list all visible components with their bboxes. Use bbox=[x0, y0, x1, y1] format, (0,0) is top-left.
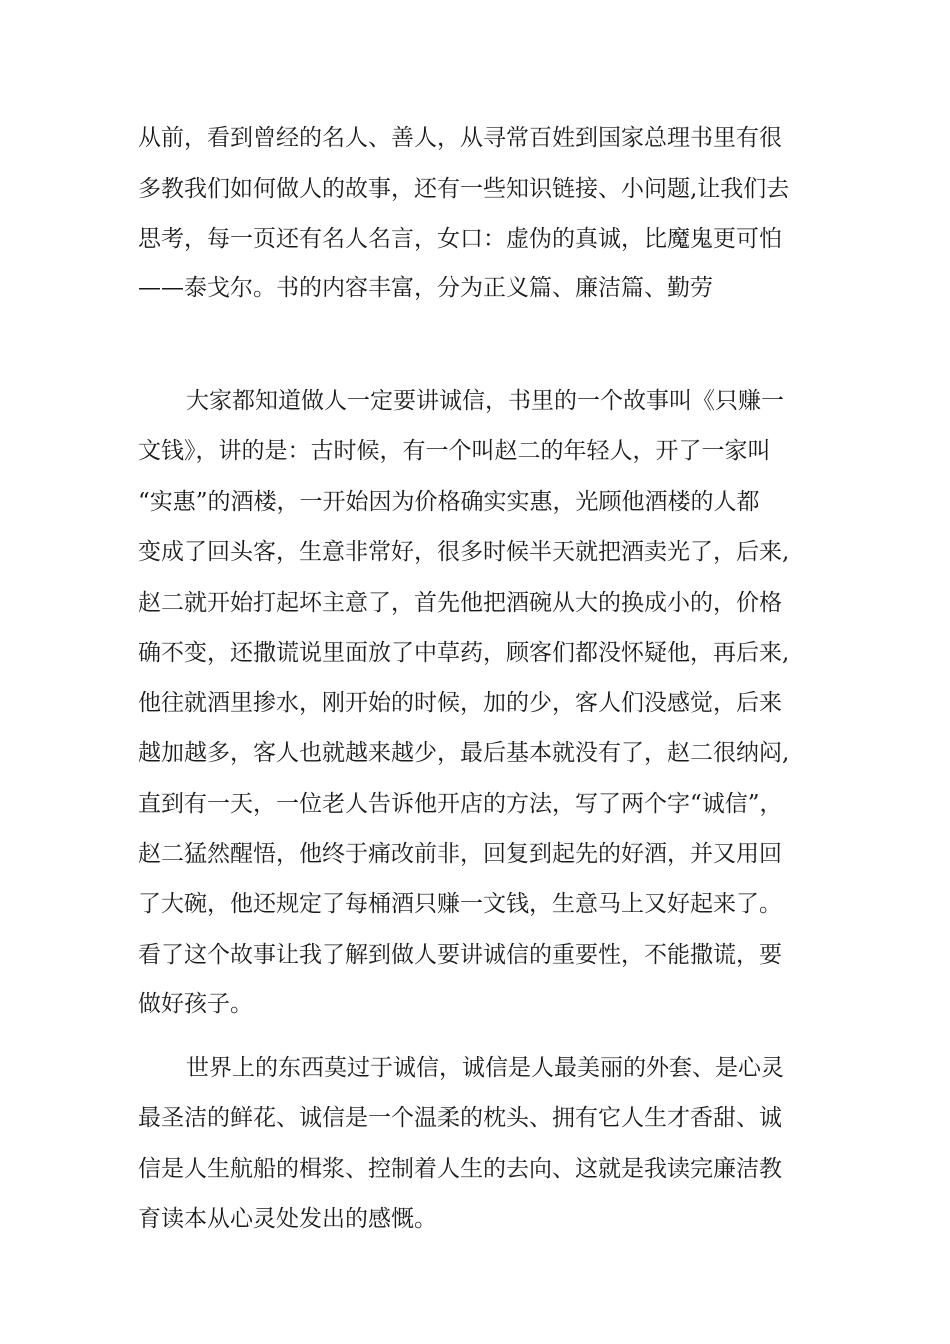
paragraph-2-line-13: 做好孩子。 bbox=[138, 991, 253, 1017]
paragraph-2-line-5: 赵二就开始打起坏主意了，首先他把酒碗从大的换成小的，价格 bbox=[138, 590, 782, 616]
paragraph-1-line-3: 思考，每一页还有名人名言，女口：虚伪的真诚，比魔鬼更可怕 bbox=[138, 226, 782, 252]
paragraph-2-line-7: 他往就酒里掺水，刚开始的时候，加的少，客人们没感觉，后来 bbox=[138, 690, 782, 716]
paragraph-2-line-9: 直到有一天，一位老人告诉他开店的方法，写了两个字“诚信”， bbox=[138, 791, 783, 817]
paragraph-3-line-3: 信是人生航船的楫浆、控制着人生的去向、这就是我读完廉洁教 bbox=[138, 1156, 782, 1182]
paragraph-2-line-1: 大家都知道做人一定要讲诚信，书里的一个故事叫《只赚一 bbox=[186, 388, 784, 414]
paragraph-2-line-3: “实惠”的酒楼，一开始因为价格确实实惠，光顾他酒楼的人都 bbox=[138, 489, 760, 515]
paragraph-2-line-10: 赵二猛然醒悟，他终于痛改前非，回复到起先的好酒，并又用回 bbox=[138, 841, 782, 867]
paragraph-2-line-2: 文钱》，讲的是：古时候，有一个叫赵二的年轻人，开了一家叫 bbox=[138, 438, 771, 464]
paragraph-3-line-2: 最圣洁的鲜花、诚信是一个温柔的枕头、拥有它人生才香甜、诚 bbox=[138, 1105, 782, 1131]
paragraph-1-line-1: 从前，看到曾经的名人、善人，从寻常百姓到国家总理书里有很 bbox=[138, 125, 782, 151]
paragraph-3-line-4: 育读本从心灵处发出的感慨。 bbox=[138, 1206, 437, 1232]
paragraph-2-line-12: 看了这个故事让我了解到做人要讲诚信的重要性，不能撒谎，要 bbox=[138, 942, 782, 968]
paragraph-2-line-11: 了大碗，他还规定了每桶酒只赚一文钱，生意马上又好起来了。 bbox=[138, 891, 782, 917]
paragraph-1-line-2: 多教我们如何做人的故事，还有一些知识链接、小问题,让我们去 bbox=[138, 176, 790, 202]
paragraph-2-line-6: 确不变，还撒谎说里面放了中草药，顾客们都没怀疑他，再后来, bbox=[138, 640, 790, 666]
paragraph-2-line-4: 变成了回头客，生意非常好，很多时候半天就把酒卖光了，后来, bbox=[138, 539, 790, 565]
paragraph-2-line-8: 越加越多，客人也就越来越少，最后基本就没有了，赵二很纳闷, bbox=[138, 740, 790, 766]
paragraph-1-line-4: ——泰戈尔。书的内容丰富，分为正义篇、廉洁篇、勤劳 bbox=[138, 275, 713, 301]
paragraph-3-line-1: 世界上的东西莫过于诚信，诚信是人最美丽的外套、是心灵 bbox=[186, 1055, 784, 1081]
